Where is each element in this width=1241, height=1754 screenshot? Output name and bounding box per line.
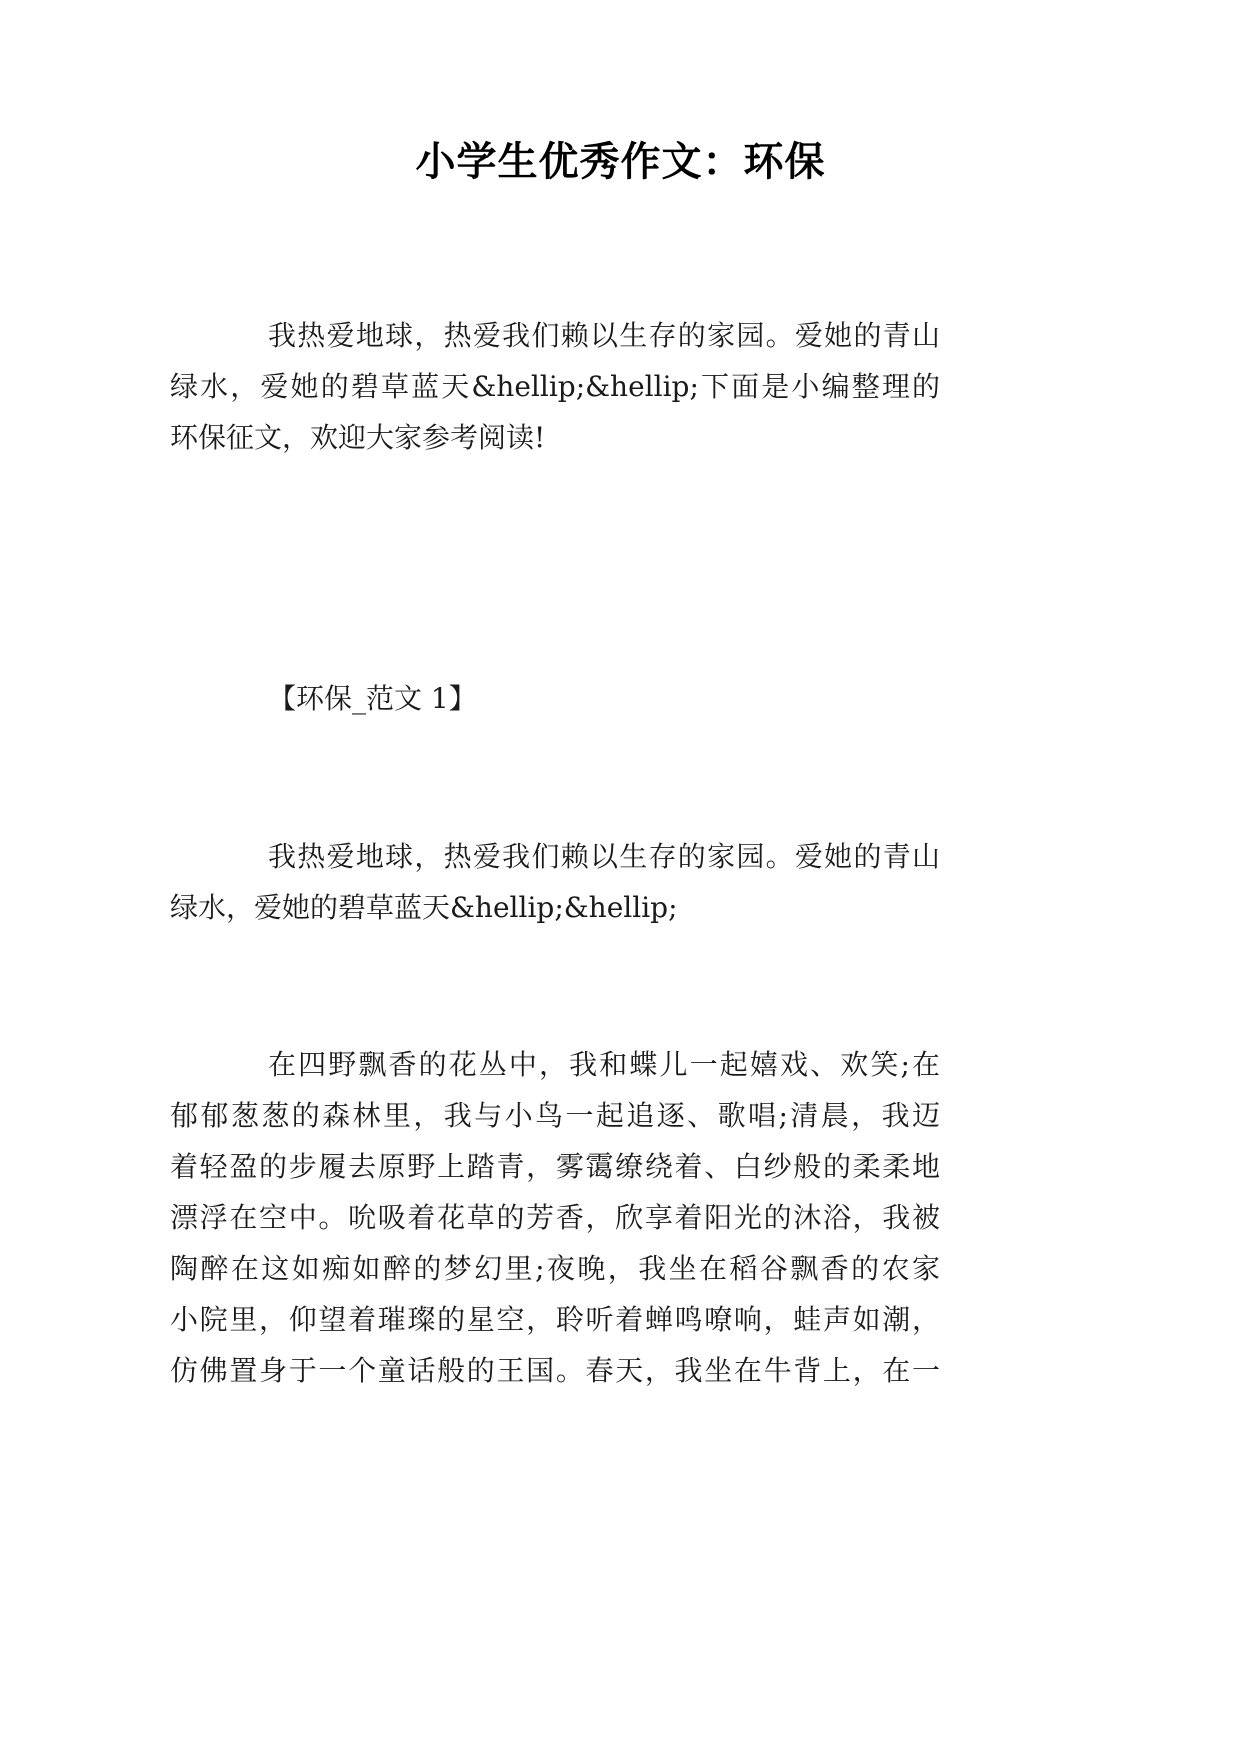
section-heading: 【环保_范文 1】: [268, 682, 477, 715]
body-paragraph-2: [170, 1039, 940, 1396]
paragraph-line: 绿水，爱她的碧草蓝天&hellip;&hellip;下面是小编整理的: [170, 370, 940, 403]
paragraph-line: 小院里，仰望着璀璨的星空，聆听着蝉鸣嘹响，蛙声如潮，: [170, 1303, 940, 1336]
paragraph-line: 我热爱地球，热爱我们赖以生存的家园。爱她的青山: [268, 840, 940, 873]
paragraph-line: 漂浮在空中。吮吸着花草的芳香，欣享着阳光的沐浴，我被: [170, 1201, 940, 1234]
paragraph-line: 在四野飘香的花丛中，我和蝶儿一起嬉戏、欢笑;在: [268, 1048, 940, 1081]
intro-paragraph: [170, 310, 940, 463]
paragraph-line: 绿水，爱她的碧草蓝天&hellip;&hellip;: [170, 891, 678, 924]
paragraph-line: 环保征文，欢迎大家参考阅读!: [170, 421, 546, 454]
document-title: 小学生优秀作文：环保: [415, 139, 826, 185]
paragraph-line: 陶醉在这如痴如醉的梦幻里;夜晚，我坐在稻谷飘香的农家: [170, 1252, 940, 1285]
paragraph-line: 着轻盈的步履去原野上踏青，雾霭缭绕着、白纱般的柔柔地: [170, 1150, 940, 1183]
paragraph-line: 仿佛置身于一个童话般的王国。春天，我坐在牛背上，在一: [170, 1354, 940, 1387]
paragraph-line: 郁郁葱葱的森林里，我与小鸟一起追逐、歌唱;清晨，我迈: [170, 1099, 940, 1132]
paragraph-line: 我热爱地球，热爱我们赖以生存的家园。爱她的青山: [268, 319, 940, 352]
body-paragraph-1: [170, 831, 940, 933]
